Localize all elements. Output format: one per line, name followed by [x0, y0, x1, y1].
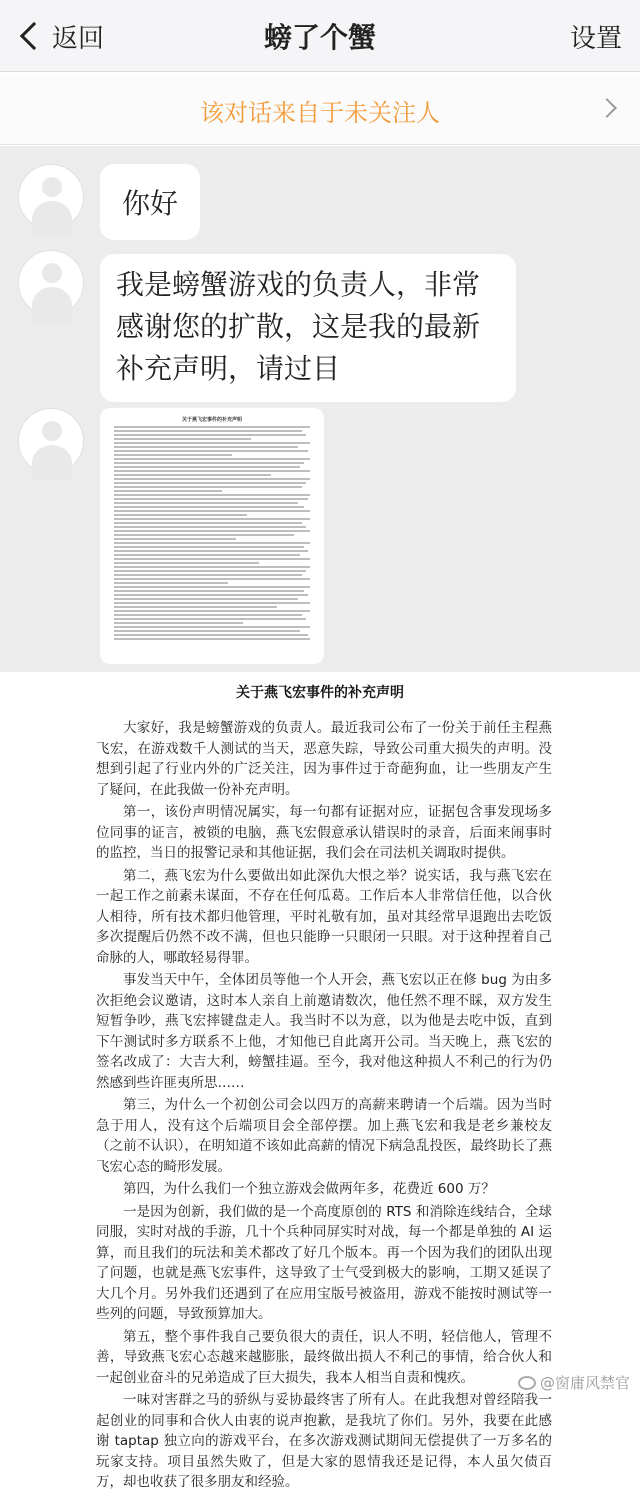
thumbnail-text-line [114, 534, 294, 536]
thumbnail-text-line [114, 426, 310, 428]
thumbnail-text-line [114, 430, 302, 432]
avatar-head-icon [42, 421, 62, 441]
thumbnail-text-line [114, 578, 310, 580]
thumbnail-text-line [114, 466, 300, 468]
thumbnail-text-line [114, 510, 310, 512]
thumbnail-text-line [114, 470, 310, 472]
avatar-body-icon [32, 287, 72, 323]
thumbnail-text-line [114, 530, 310, 532]
thumbnail-text-line [114, 486, 302, 488]
thumbnail-text-line [114, 446, 298, 448]
document-paragraph: 大家好，我是螃蟹游戏的负责人。最近我司公布了一份关于前任主程燕飞宏，在游戏数千人测试的当天，恶意失踪，导致公司重大损失的声明。没想到引起了行业内外的广泛关注，因为事件过于奇葩狗血，让一些朋友产生了疑问，在此我做一份补充声明。 [96, 720, 552, 798]
thumbnail-text-line [114, 626, 310, 628]
thumbnail-text-line [114, 610, 310, 612]
thumbnail-text-line [114, 522, 302, 524]
thumbnail-text-line [114, 546, 304, 548]
document-paragraph: 一是因为创新，我们做的是一个高度原创的 RTS 和消除连线结合，全球同服，实时对战的手游，几十个兵种同屏实时对战，每一个都是单独的 AI 运算，而且我们的玩法和美术都改了好几个版本。再一个因为我们的团队出现了问题，也就是燕飞宏事件，这导致了士气受到极大的影响，工期又延误了大几个月。另外我们还遇到了在应用宝版号被盗用，游戏不能按时测试等一些列的问题，导致预算加大。 [96, 1203, 552, 1322]
document-paragraph: 第四，为什么我们一个独立游戏会做两年多，花费近 600 万？ [123, 1181, 495, 1197]
thumbnail-text-line [114, 458, 310, 460]
thumbnail-text-line [114, 462, 304, 464]
thumbnail-text-line [114, 634, 308, 636]
unfollowed-notice-bar[interactable] [0, 73, 640, 145]
thumbnail-text-line [114, 594, 308, 596]
settings-button[interactable]: 设置 [569, 24, 622, 54]
thumbnail-text-line [114, 450, 308, 452]
thumbnail-text-line [114, 490, 222, 492]
avatar[interactable] [18, 408, 84, 474]
thumbnail-text-line [114, 598, 298, 600]
avatar[interactable] [18, 250, 84, 316]
document-paragraph: 一味对害群之马的骄纵与妥协最终害了所有人。在此我想对曾经陪我一起创业的同事和合伙人由衷的说声抱歉，是我坑了你们。另外，我要在此感谢 taptap 独立向的游戏平台，在多次游戏测试期间无偿提供了一万多名的玩家支持。项目虽然失败了，但是大家的恩情我还是记得，本人虽欠债百万，却也收获了很多朋友和经验。 [96, 1392, 552, 1490]
thumbnail-text-line [114, 538, 236, 540]
document-title: 关于燕飞宏事件的补充声明 [236, 685, 404, 701]
nav-header [0, 0, 640, 72]
thumbnail-text-line [114, 482, 306, 484]
weibo-icon [518, 1376, 536, 1390]
thumbnail-text-line [114, 550, 308, 552]
message-bubble[interactable]: 你好 [100, 164, 200, 240]
thumbnail-text-line [114, 602, 310, 604]
thumbnail-text-line [114, 574, 302, 576]
thumbnail-text-line [114, 566, 310, 568]
avatar-head-icon [42, 263, 62, 283]
thumbnail-text-line [114, 554, 300, 556]
avatar-body-icon [32, 201, 72, 237]
document-paragraph: 第五，整个事件我自己要负很大的责任，识人不明，轻信他人，管理不善，导致燕飞宏心态越来越膨胀，最终做出损人不利己的事情，给合伙人和一起创业奋斗的兄弟造成了巨大损失，我本人相当自责和愧疚。 [96, 1328, 552, 1386]
watermark-text: @窗庸风禁官 [539, 1374, 630, 1392]
thumbnail-text-line [114, 478, 310, 480]
avatar[interactable] [18, 164, 84, 230]
statement-document [0, 672, 640, 1490]
image-message-thumbnail[interactable] [100, 408, 324, 664]
thumbnail-text-line [114, 622, 243, 624]
thumbnail-text-line [114, 582, 228, 584]
thumbnail-text-line [114, 542, 310, 544]
thumbnail-text-line [114, 630, 300, 632]
chat-area [0, 146, 640, 672]
thumbnail-title: 关于燕飞宏事件的补充声明 [181, 417, 242, 423]
watermark [518, 1372, 630, 1393]
thumbnail-text-line [114, 586, 310, 588]
thumbnail-text-line [114, 614, 302, 616]
document-paragraph: 第二，燕飞宏为什么要做出如此深仇大恨之举？说实话，我与燕飞宏在一起工作之前素未谋面，不存在任何瓜葛。工作后本人非常信任他，以合伙人相待，所有技术都归他管理，平时礼敬有加，虽对其经常早退跑出去吃饭多次提醒后仍然不改不满，但也只能睁一只眼闭一只眼。对于这种捏着自己命脉的人，哪敢轻易得罪。 [96, 867, 552, 966]
thumbnail-text-line [114, 590, 304, 592]
thumbnail-text-line [114, 638, 310, 640]
message-bubble[interactable]: 我是螃蟹游戏的负责人，非常感谢您的扩散，这是我的最新补充声明，请过目 [100, 254, 516, 402]
thumbnail-text-line [114, 502, 298, 504]
document-paragraph: 第三，为什么一个初创公司会以四万的高薪来聘请一个后端。因为当时急于用人，没有这个后端项目会全部停摆。加上燕飞宏和我是老乡兼校友（之前不认识），在明知道不该如此高薪的情况下病急乱投医，最终助长了燕飞宏心态的畸形发展。 [96, 1097, 552, 1175]
back-label: 返回 [52, 23, 105, 54]
thumbnail-text-line [114, 434, 306, 436]
thumbnail-text-line [114, 498, 308, 500]
thumbnail-text-line [114, 454, 232, 456]
document-paragraph: 事发当天中午，全体团员等他一个人开会，燕飞宏以正在修 bug 为由多次拒绝会议邀请，这时本人亲自上前邀请数次，他任然不理不睬，双方发生短暂争吵，燕飞宏摔键盘走人。我当时不以为意，以为他是去吃中饭，直到下午测试时多方联系不上他，才知他已自此离开公司。当天晚上，燕飞宏的签名改成了：大吉大利，螃蟹挂逼。至今，我对他这种损人不利己的行为仍然感到些许匪夷所思…… [96, 972, 552, 1091]
thumbnail-text-line [114, 438, 251, 440]
thumbnail-text-line [114, 514, 247, 516]
thumbnail-text-line [114, 442, 310, 444]
document-paragraph: 第一，该份声明情况属实，每一句都有证据对应，证据包含事发现场多位同事的证言，被锁的电脑，燕飞宏假意承认错误时的录音，后面来闹事时的监控，当日的报警记录和其他证据，我们会在司法机关调取时提供。 [96, 804, 552, 861]
thumbnail-text-line [114, 518, 310, 520]
thumbnail-text-line [114, 570, 306, 572]
thumbnail-text-line [114, 494, 310, 496]
document-body [96, 718, 552, 1495]
thumbnail-text-line [114, 558, 310, 560]
avatar-body-icon [32, 445, 72, 481]
notice-text: 该对话来自于未关注人 [200, 99, 440, 127]
thumbnail-text-line [114, 474, 271, 476]
thumbnail-text-line [114, 562, 259, 564]
thumbnail-text-line [114, 606, 277, 608]
thumbnail-text-line [114, 506, 304, 508]
thumbnail-text-line [114, 618, 306, 620]
avatar-head-icon [42, 177, 62, 197]
chat-title: 螃了个蟹 [263, 21, 376, 54]
thumbnail-text-line [114, 526, 306, 528]
